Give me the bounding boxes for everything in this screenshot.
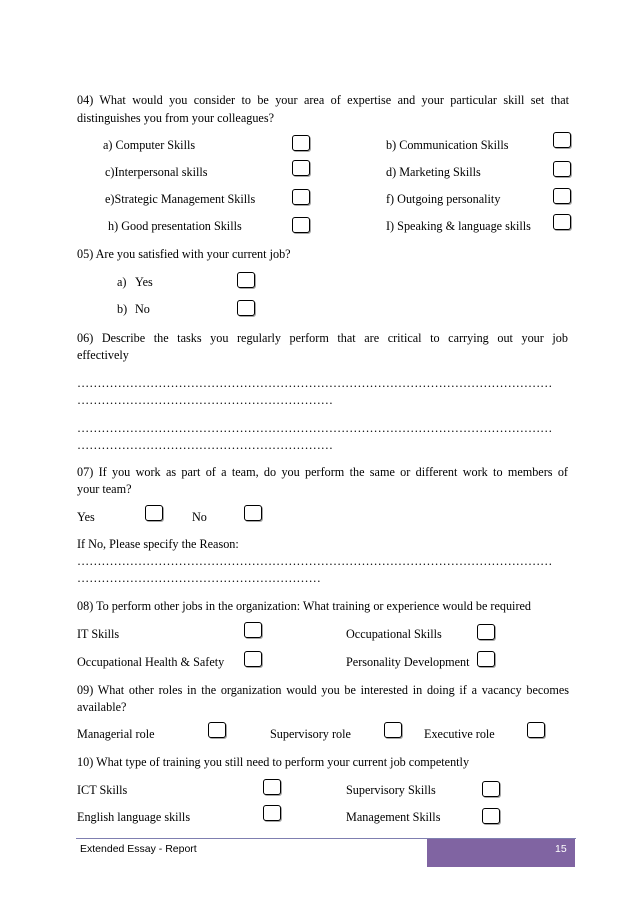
- q07-reason-line2[interactable]: ……………………………………………………: [77, 571, 321, 585]
- q07-reason-line1[interactable]: ………………………………………………………………………………………………………: [77, 554, 553, 568]
- q10-english-language-checkbox[interactable]: [263, 805, 281, 821]
- q10-option-management-skills: Management Skills: [346, 810, 441, 824]
- q06-answer-line3[interactable]: ………………………………………………………………………………………………………: [77, 421, 553, 435]
- footer-page-number: 15: [555, 843, 567, 855]
- q04-option-strategic-management: e)Strategic Management Skills: [105, 192, 256, 206]
- q04-communication-skills-checkbox[interactable]: [553, 132, 571, 148]
- q08-question: 08) To perform other jobs in the organization: What training or experience would be required: [77, 599, 532, 613]
- q10-option-english-language: English language skills: [77, 810, 191, 824]
- q04-option-communication-skills: b) Communication Skills: [386, 138, 509, 152]
- q05-option-a-letter: a): [117, 275, 127, 289]
- q10-question: 10) What type of training you still need to perform your current job competently: [77, 755, 470, 769]
- q10-supervisory-skills-checkbox[interactable]: [482, 781, 500, 797]
- q04-question-line2: distinguishes you from your colleagues?: [77, 111, 274, 125]
- q05-question: 05) Are you satisfied with your current job?: [77, 247, 291, 261]
- q07-no-label: No: [192, 510, 207, 524]
- q08-it-skills-checkbox[interactable]: [244, 622, 262, 638]
- q07-no-checkbox[interactable]: [244, 505, 262, 521]
- q04-option-computer-skills: a) Computer Skills: [103, 138, 196, 152]
- q04-option-presentation-skills: h) Good presentation Skills: [108, 219, 242, 233]
- q09-option-managerial: Managerial role: [77, 727, 155, 741]
- q05-option-no-label: No: [135, 302, 150, 316]
- q08-health-safety-checkbox[interactable]: [244, 651, 262, 667]
- q04-outgoing-personality-checkbox[interactable]: [553, 188, 571, 204]
- q08-occupational-skills-checkbox[interactable]: [477, 624, 495, 640]
- q10-option-supervisory-skills: Supervisory Skills: [346, 783, 436, 797]
- q04-option-outgoing-personality: f) Outgoing personality: [386, 192, 501, 206]
- q04-option-speaking-language: I) Speaking & language skills: [386, 219, 531, 233]
- q04-option-interpersonal-skills: c)Interpersonal skills: [105, 165, 208, 179]
- footer-title: Extended Essay - Report: [80, 843, 197, 855]
- q07-question-line1: 07) If you work as part of a team, do you perform the same or different work to members of: [77, 465, 568, 479]
- q05-option-yes-label: Yes: [135, 275, 153, 289]
- q10-ict-skills-checkbox[interactable]: [263, 779, 281, 795]
- q04-question-line1: 04) What would you consider to be your area of expertise and your particular skill set that: [77, 93, 569, 107]
- footer-page-band: [427, 839, 575, 867]
- q04-option-marketing-skills: d) Marketing Skills: [386, 165, 481, 179]
- q06-answer-line2[interactable]: ………………………………………………………: [77, 393, 333, 407]
- q09-option-supervisory: Supervisory role: [270, 727, 351, 741]
- q06-answer-line4[interactable]: ………………………………………………………: [77, 438, 333, 452]
- q08-personality-development-checkbox[interactable]: [477, 651, 495, 667]
- q09-supervisory-checkbox[interactable]: [384, 722, 402, 738]
- q04-speaking-language-checkbox[interactable]: [553, 214, 571, 230]
- q09-question-line2: available?: [77, 700, 127, 714]
- q04-computer-skills-checkbox[interactable]: [292, 135, 310, 151]
- q08-option-health-safety: Occupational Health & Safety: [77, 655, 225, 669]
- q09-managerial-checkbox[interactable]: [208, 722, 226, 738]
- q10-management-skills-checkbox[interactable]: [482, 808, 500, 824]
- q05-option-b-letter: b): [117, 302, 128, 316]
- q06-question-line2: effectively: [77, 348, 129, 362]
- q04-presentation-skills-checkbox[interactable]: [292, 217, 310, 233]
- q04-strategic-management-checkbox[interactable]: [292, 189, 310, 205]
- q04-marketing-skills-checkbox[interactable]: [553, 161, 571, 177]
- q06-question-line1: 06) Describe the tasks you regularly perform that are critical to carrying out your job: [77, 331, 568, 345]
- q09-executive-checkbox[interactable]: [527, 722, 545, 738]
- q07-yes-label: Yes: [77, 510, 95, 524]
- q07-question-line2: your team?: [77, 482, 132, 496]
- q10-option-ict-skills: ICT Skills: [77, 783, 128, 797]
- q05-no-checkbox[interactable]: [237, 300, 255, 316]
- q08-option-personality-development: Personality Development: [346, 655, 470, 669]
- q08-option-it-skills: IT Skills: [77, 627, 120, 641]
- q08-option-occupational-skills: Occupational Skills: [346, 627, 442, 641]
- q06-answer-line1[interactable]: ………………………………………………………………………………………………………: [77, 376, 553, 390]
- q07-yes-checkbox[interactable]: [145, 505, 163, 521]
- q04-interpersonal-skills-checkbox[interactable]: [292, 160, 310, 176]
- q07-reason-label: If No, Please specify the Reason:: [77, 537, 239, 551]
- q09-question-line1: 09) What other roles in the organization would you be interested in doing if a vacancy becomes: [77, 683, 569, 697]
- q05-yes-checkbox[interactable]: [237, 272, 255, 288]
- q09-option-executive: Executive role: [424, 727, 495, 741]
